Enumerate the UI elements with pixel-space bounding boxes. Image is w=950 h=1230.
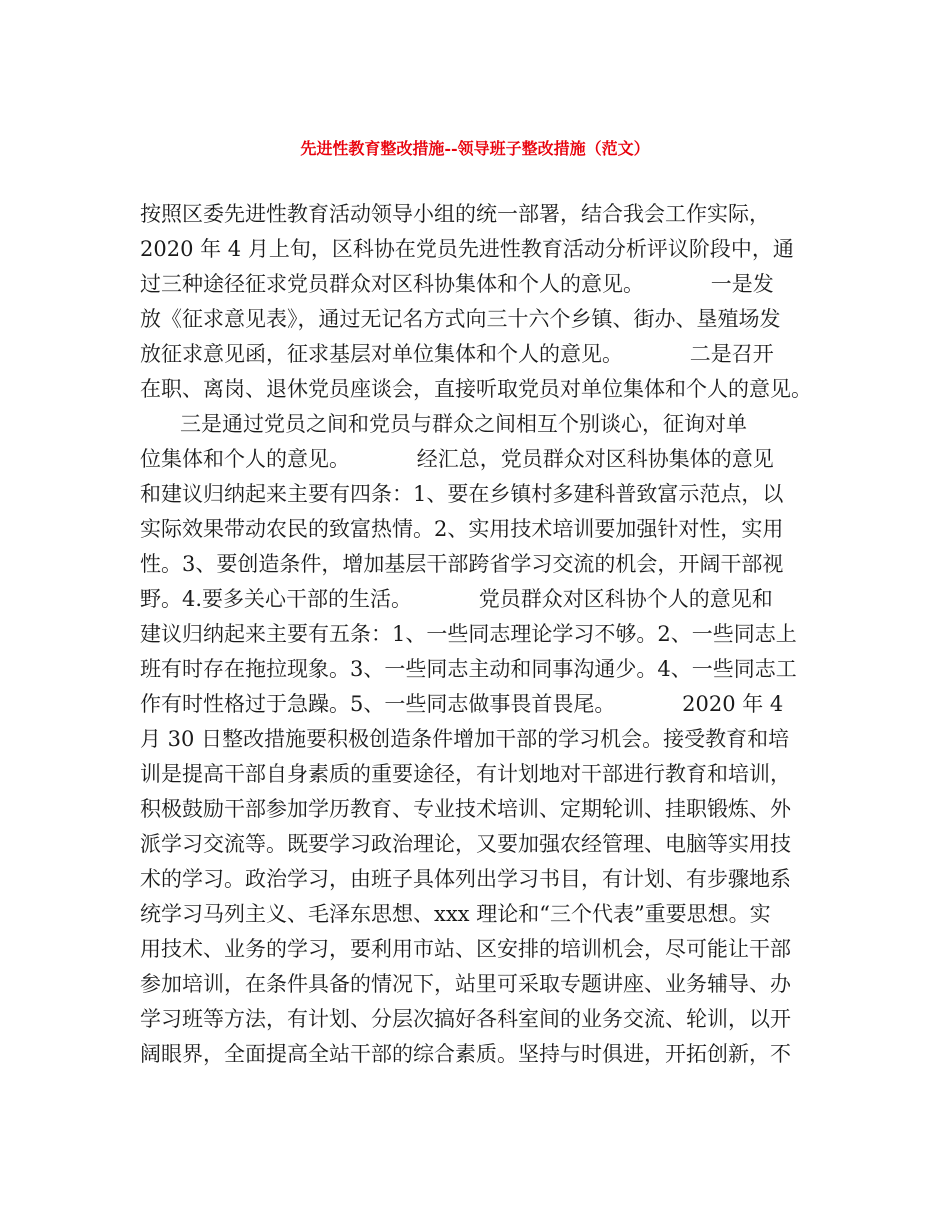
document-title: 先进性教育整改措施--领导班子整改措施（范文）	[300, 139, 650, 158]
body-line: 班有时存在拖拉现象。3、一些同志主动和同事沟通少。4、一些同志工	[140, 657, 797, 681]
body-line: 在职、离岗、退休党员座谈会，直接听取党员对单位集体和个人的意见。	[140, 377, 812, 401]
body-line: 学习班等方法，有计划、分层次搞好各科室间的业务交流、轮训，以开	[140, 1007, 791, 1031]
body-line: 参加培训，在条件具备的情况下，站里可采取专题讲座、业务辅导、办	[140, 972, 791, 996]
body-line: 放征求意见函，征求基层对单位集体和个人的意见。 二是召开	[140, 342, 774, 366]
body-line: 积极鼓励干部参加学历教育、专业技术培训、定期轮训、挂职锻炼、外	[140, 797, 791, 821]
body-line: 和建议归纳起来主要有四条：1、要在乡镇村多建科普致富示范点，以	[140, 482, 784, 506]
body-line: 三是通过党员之间和党员与群众之间相互个别谈心，征询对单	[140, 412, 748, 436]
body-line: 统学习马列主义、毛泽东思想、xxx 理论和“三个代表”重要思想。实	[140, 902, 771, 926]
body-line: 性。3、要创造条件，增加基层干部跨省学习交流的机会，开阔干部视	[140, 552, 784, 576]
body-line: 实际效果带动农民的致富热情。2、实用技术培训要加强针对性，实用	[140, 517, 784, 541]
body-line: 位集体和个人的意见。 经汇总，党员群众对区科协集体的意见	[140, 447, 774, 471]
body-line: 阔眼界，全面提高全站干部的综合素质。坚持与时俱进，开拓创新，不	[140, 1042, 791, 1066]
body-line: 放《征求意见表》，通过无记名方式向三十六个乡镇、街办、垦殖场发	[140, 307, 781, 331]
body-line: 过三种途径征求党员群众对区科协集体和个人的意见。 一是发	[140, 272, 774, 296]
document-body	[140, 197, 830, 1072]
body-line: 按照区委先进性教育活动领导小组的统一部署，结合我会工作实际，	[140, 202, 770, 226]
body-line: 作有时性格过于急躁。5、一些同志做事畏首畏尾。 2020 年 4	[140, 692, 784, 716]
body-line: 训是提高干部自身素质的重要途径，有计划地对干部进行教育和培训，	[140, 762, 791, 786]
body-line: 野。4.要多关心干部的生活。 党员群众对区科协个人的意见和	[140, 587, 773, 611]
body-line: 用技术、业务的学习，要利用市站、区安排的培训机会，尽可能让干部	[140, 937, 791, 961]
body-line: 术的学习。政治学习，由班子具体列出学习书目，有计划、有步骤地系	[140, 867, 791, 891]
body-line: 2020 年 4 月上旬，区科协在党员先进性教育活动分析评议阶段中，通	[140, 237, 794, 261]
body-line: 月 30 日整改措施要积极创造条件增加干部的学习机会。接受教育和培	[140, 727, 790, 751]
body-line: 派学习交流等。既要学习政治理论，又要加强农经管理、电脑等实用技	[140, 832, 791, 856]
body-line: 建议归纳起来主要有五条：1、一些同志理论学习不够。2、一些同志上	[140, 622, 797, 646]
